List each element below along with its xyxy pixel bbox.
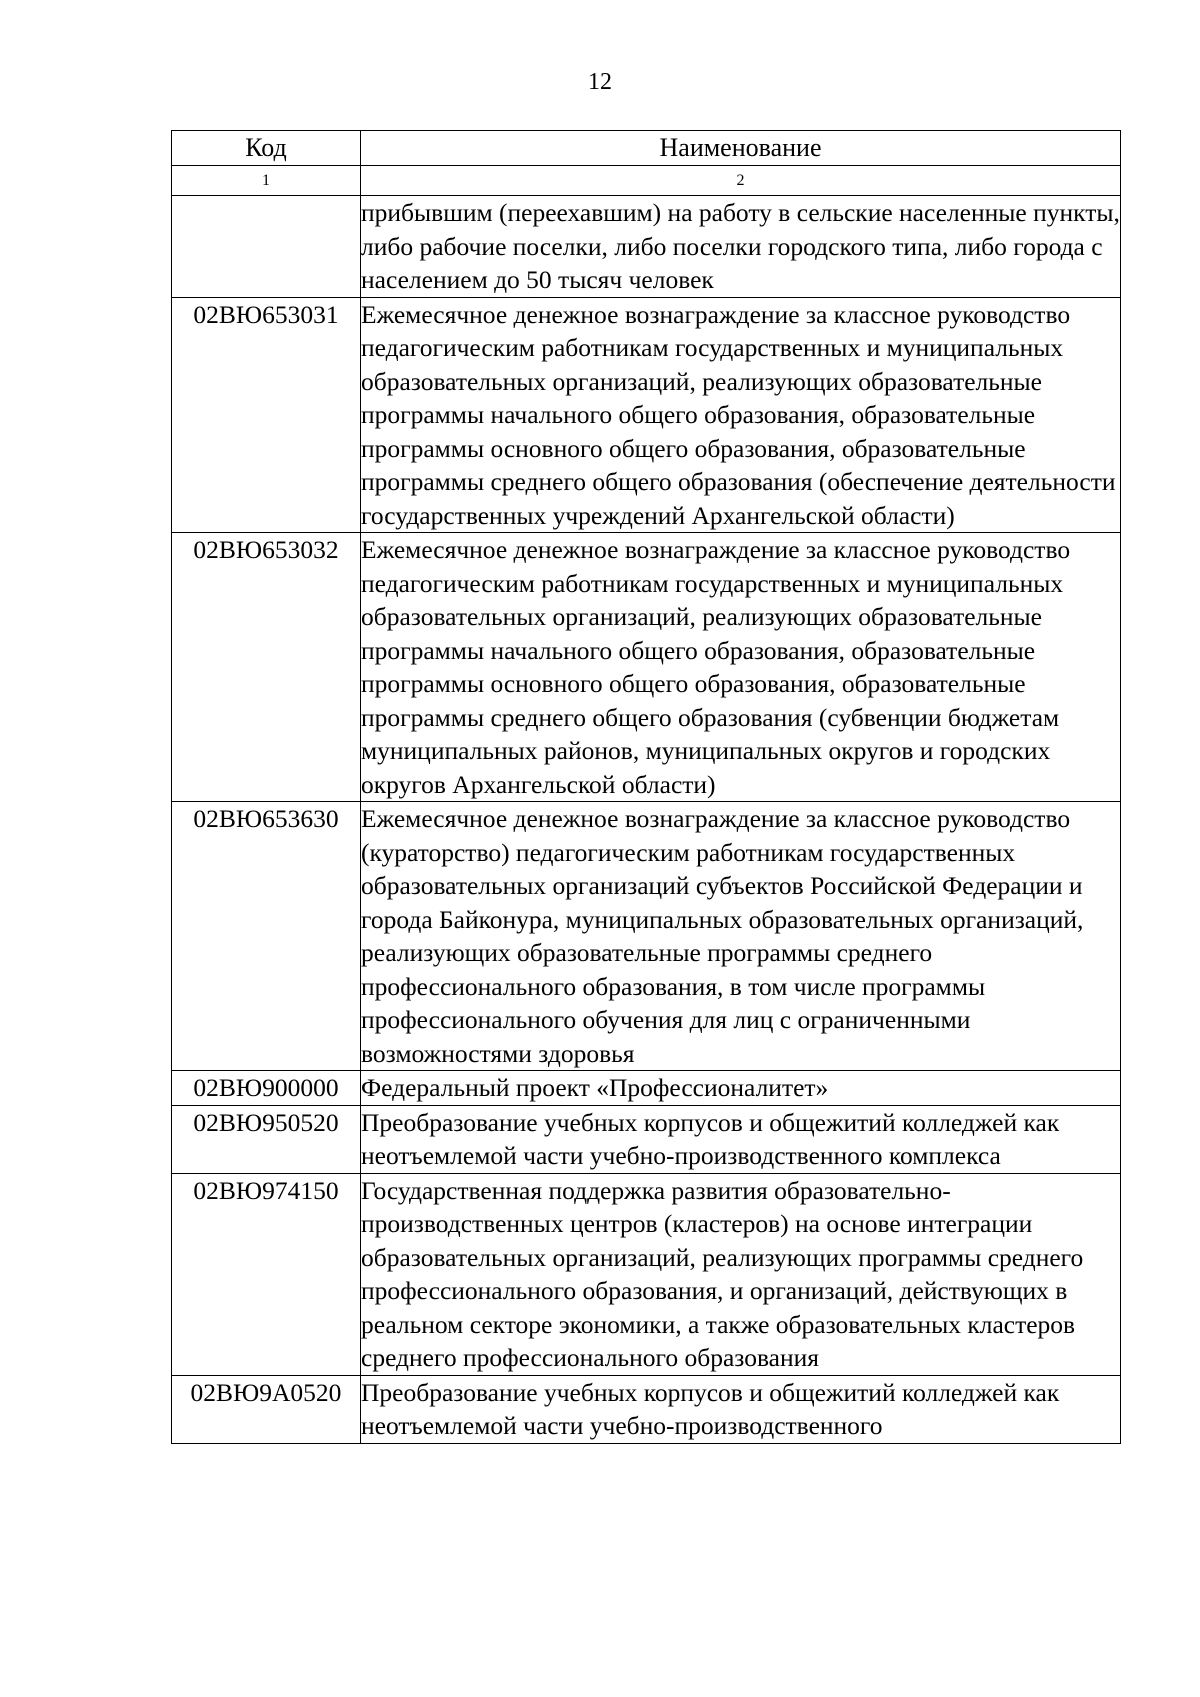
page-number: 12 <box>588 69 612 95</box>
header-row <box>172 131 1121 166</box>
row-code: 02ВЮ900000 <box>172 1071 361 1106</box>
table-row <box>172 533 1121 802</box>
row-code: 02ВЮ950520 <box>172 1105 361 1173</box>
row-code: 02ВЮ653031 <box>172 297 361 533</box>
column-number-code: 1 <box>172 166 361 196</box>
row-name: Ежемесячное денежное вознаграждение за классное руководство педагогическим работникам государственных и муниципальных образовательных организаций, реализующих образовательные программы начального общего образования, образовательные программы основного общего образования, образовательные программы среднего общего образования (субвенции бюджетам муниципальных районов, муниципальных округов и городских округов Архангельской области) <box>361 533 1121 802</box>
row-name: Федеральный проект «Профессионалитет» <box>361 1071 1121 1106</box>
row-name: Ежемесячное денежное вознаграждение за классное руководство педагогическим работникам государственных и муниципальных образовательных организаций, реализующих образовательные программы начального общего образования, образовательные программы основного общего образования, образовательные программы среднего общего образования (обеспечение деятельности государственных учреждений Архангельской области) <box>361 297 1121 533</box>
table-row <box>172 297 1121 533</box>
column-number-name: 2 <box>361 166 1121 196</box>
table-row <box>172 802 1121 1071</box>
row-code: 02ВЮ653630 <box>172 802 361 1071</box>
table-row <box>172 1173 1121 1375</box>
table-header <box>172 131 1121 196</box>
row-name: прибывшим (переехавшим) на работу в сельские населенные пункты, либо рабочие поселки, либо поселки городского типа, либо города с населением до 50 тысяч человек <box>361 196 1121 298</box>
header-name: Наименование <box>361 131 1121 166</box>
row-code: 02ВЮ9А0520 <box>172 1375 361 1443</box>
table-body <box>172 196 1121 1444</box>
table-row <box>172 196 1121 298</box>
classification-table <box>171 130 1121 1444</box>
table-row <box>172 1375 1121 1443</box>
row-name: Преобразование учебных корпусов и общежитий колледжей как неотъемлемой части учебно-производственного <box>361 1375 1121 1443</box>
row-code <box>172 196 361 298</box>
row-code: 02ВЮ653032 <box>172 533 361 802</box>
table-row <box>172 1071 1121 1106</box>
row-code: 02ВЮ974150 <box>172 1173 361 1375</box>
header-code: Код <box>172 131 361 166</box>
row-name: Преобразование учебных корпусов и общежитий колледжей как неотъемлемой части учебно-производственного комплекса <box>361 1105 1121 1173</box>
row-name: Ежемесячное денежное вознаграждение за классное руководство (кураторство) педагогическим работникам государственных образовательных организаций субъектов Российской Федерации и города Байконура, муниципальных образовательных организаций, реализующих образовательные программы среднего профессионального образования, в том числе программы профессионального обучения для лиц с ограниченными возможностями здоровья <box>361 802 1121 1071</box>
table-row <box>172 1105 1121 1173</box>
column-number-row <box>172 166 1121 196</box>
row-name: Государственная поддержка развития образовательно-производственных центров (кластеров) на основе интеграции образовательных организаций, реализующих программы среднего профессионального образования, и организаций, действующих в реальном секторе экономики, а также образовательных кластеров среднего профессионального образования <box>361 1173 1121 1375</box>
